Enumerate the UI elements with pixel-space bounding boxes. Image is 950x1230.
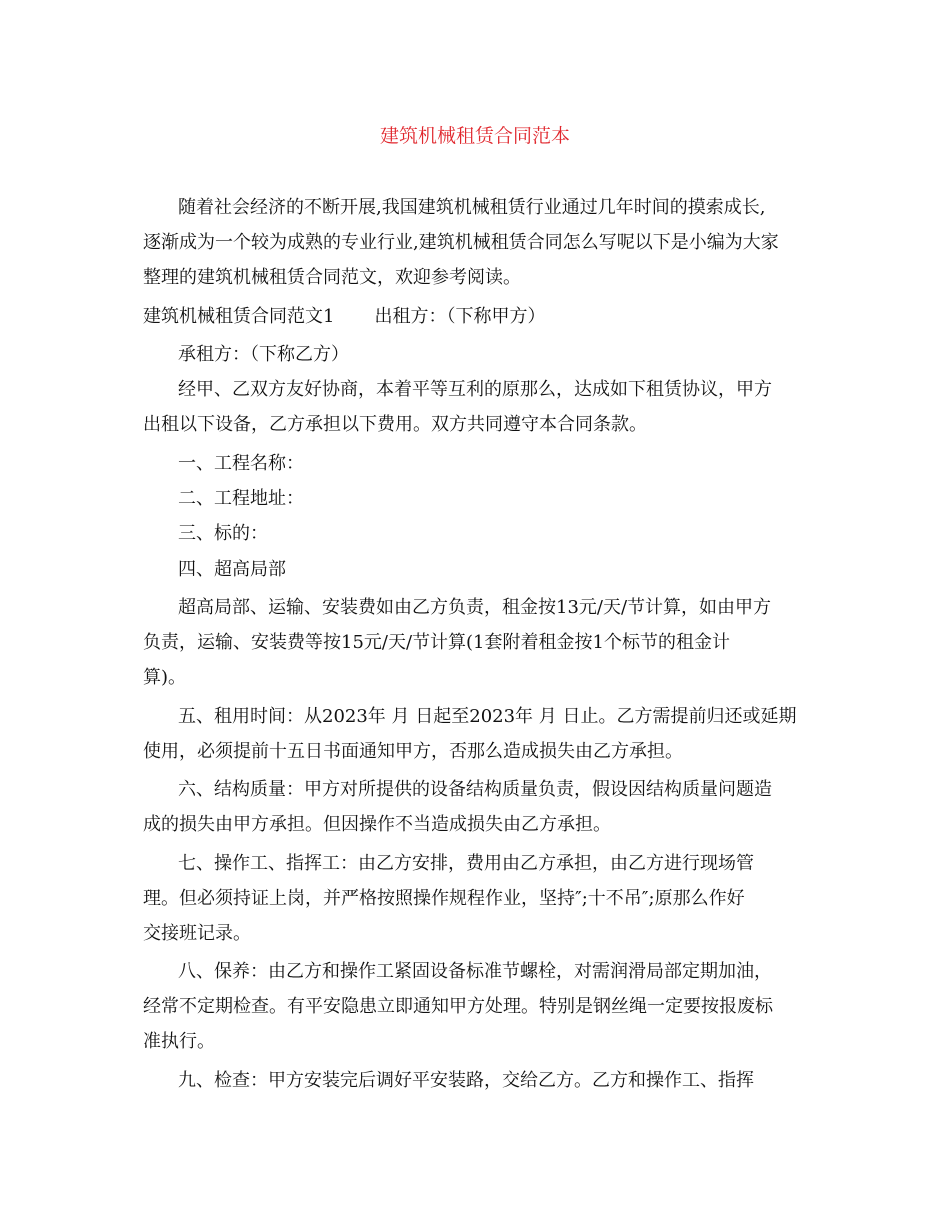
clause-3-subject: 三、标的：: [178, 523, 268, 544]
intro-line-3: 整理的建筑机械租赁合同范文，欢迎参考阅读。: [143, 267, 521, 288]
lessor-label: 出租方：（下称甲方）: [374, 306, 546, 327]
clause-4-line-2: 负责，运输、安装费等按15元/天/节计算(1套附着租金按1个标节的租金计: [143, 632, 730, 653]
lessee-label: 承租方：（下称乙方）: [178, 344, 349, 365]
agreement-line-2: 出租以下设备，乙方承担以下费用。双方共同遵守本合同条款。: [143, 414, 647, 435]
document-title: 建筑机械租赁合同范本: [379, 125, 570, 147]
clause-5-line-2: 使用，必须提前十五日书面通知甲方，否那么造成损失由乙方承担。: [143, 741, 683, 762]
clause-9-line-1: 九、检查：甲方安装完后调好平安装路，交给乙方。乙方和操作工、指挥: [178, 1070, 754, 1091]
clause-1-project-name: 一、工程名称：: [178, 453, 304, 474]
intro-line-1: 随着社会经济的不断开展,我国建筑机械租赁行业通过几年时间的摸索成长,: [178, 197, 766, 218]
clause-7-line-1: 七、操作工、指挥工：由乙方安排，费用由乙方承担，由乙方进行现场管: [178, 853, 754, 874]
clause-4-line-3: 算)。: [143, 667, 187, 688]
clause-7-line-2: 理。但必须持证上岗，并严格按照操作规程作业，坚持″;十不吊″;原那么作好: [143, 888, 745, 909]
intro-line-2: 逐渐成为一个较为成熟的专业行业,建筑机械租赁合同怎么写呢以下是小编为大家: [143, 232, 779, 253]
clause-5-line-1: 五、租用时间：从2023年 月 日起至2023年 月 日止。乙方需提前归还或延期: [178, 706, 797, 727]
agreement-line-1: 经甲、乙双方友好协商，本着平等互利的原那么，达成如下租赁协议，甲方: [178, 379, 772, 400]
clause-4-line-1: 超高局部、运输、安装费如由乙方负责，租金按13元/天/节计算，如由甲方: [178, 597, 772, 618]
clause-6-line-1: 六、结构质量：甲方对所提供的设备结构质量负责，假设因结构质量问题造: [178, 779, 772, 800]
heading-line: [143, 305, 545, 329]
clause-8-line-3: 准执行。: [143, 1031, 215, 1052]
clause-4-heading: 四、超高局部: [178, 559, 286, 580]
contract-sample-heading: 建筑机械租赁合同范文1: [143, 306, 335, 327]
clause-7-line-3: 交接班记录。: [143, 923, 251, 944]
clause-8-line-1: 八、保养：由乙方和操作工紧固设备标准节螺栓，对需润滑局部定期加油，: [178, 961, 772, 982]
clause-8-line-2: 经常不定期检查。有平安隐患立即通知甲方处理。特别是钢丝绳一定要按报废标: [143, 996, 773, 1017]
clause-2-project-address: 二、工程地址：: [178, 488, 304, 509]
clause-6-line-2: 成的损失由甲方承担。但因操作不当造成损失由乙方承担。: [143, 814, 611, 835]
